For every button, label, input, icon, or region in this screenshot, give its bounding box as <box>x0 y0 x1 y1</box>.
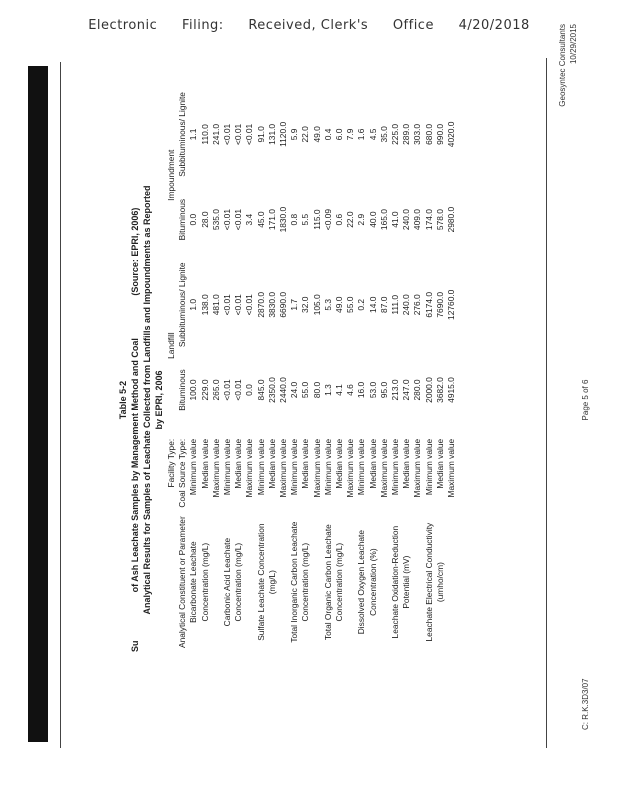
value-cell: <0.01 <box>233 379 244 401</box>
table-row <box>424 90 435 650</box>
value-cell: 7690.0 <box>434 291 445 318</box>
facility-type-label: Facility Type: <box>166 438 176 488</box>
table-body <box>188 90 457 650</box>
value-cell: 14.0 <box>367 296 378 313</box>
value-cell: 213.0 <box>390 379 401 401</box>
table-row <box>323 90 334 650</box>
value-cell: 41.0 <box>390 211 401 228</box>
table-row <box>289 90 300 650</box>
value-cell: 40.0 <box>367 211 378 228</box>
value-cell: 2.9 <box>356 213 367 226</box>
value-cell: 2350.0 <box>266 377 277 403</box>
value-cell: 0.0 <box>188 213 199 226</box>
value-cell: 22.0 <box>345 211 356 228</box>
col-header: Subbituminous/ Lignite <box>177 262 188 348</box>
value-cell: 481.0 <box>210 294 221 316</box>
value-cell: 138.0 <box>199 294 210 316</box>
value-cell: 0.8 <box>289 213 300 226</box>
table-number: Table 5-2 <box>118 380 128 420</box>
value-cell: 80.0 <box>311 381 322 399</box>
landfill-header: Landfill <box>166 332 176 359</box>
statistic-label: Minimum value <box>255 438 266 496</box>
value-cell: 1.3 <box>322 384 333 396</box>
statistic-label: Minimum value <box>322 438 333 496</box>
col-header: Bituminous <box>177 198 188 241</box>
statistic-label: Maximum value <box>210 438 221 498</box>
value-cell: 535.0 <box>210 209 221 231</box>
parameter-name: Leachate Electrical Conductivity (umho/cm) <box>423 522 445 642</box>
statistic-label: Median value <box>266 438 277 489</box>
value-cell: 409.0 <box>412 209 423 231</box>
statistic-label: Median value <box>434 438 445 489</box>
parameter-name: Dissolved Oxygen Leachate Concentration (%) <box>356 529 378 635</box>
value-cell: 6690.0 <box>278 291 289 318</box>
stamp-part: Office <box>392 18 434 33</box>
value-cell: 53.0 <box>367 381 378 399</box>
statistic-label: Median value <box>233 438 244 489</box>
title-line-3: by EPRI, 2006 <box>154 370 164 430</box>
value-cell: 0.2 <box>356 298 367 311</box>
title-line-2: Analytical Results for Samples of Leachate Collected from Landfills and Impoundments as Reported <box>142 185 152 615</box>
statistic-label: Minimum value <box>222 438 233 496</box>
value-cell: <0.01 <box>222 209 233 231</box>
leachate-results-table <box>166 90 457 650</box>
statistic-label: Median value <box>199 438 210 489</box>
value-cell: 2980.0 <box>446 206 457 233</box>
value-cell: 16.0 <box>356 381 367 399</box>
value-cell: 0.0 <box>244 384 255 396</box>
value-cell: 55.0 <box>345 296 356 313</box>
value-cell: 5.9 <box>289 128 300 141</box>
stamp-part: Received, Clerk's <box>248 18 369 33</box>
value-cell: 24.0 <box>289 381 300 399</box>
value-cell: 22.0 <box>300 126 311 143</box>
statistic-label: Maximum value <box>311 438 322 498</box>
value-cell: <0.01 <box>233 209 244 231</box>
statistic-label: Maximum value <box>345 438 356 498</box>
value-cell: 95.0 <box>378 381 389 399</box>
value-cell: <0.01 <box>244 123 255 145</box>
value-cell: 4.6 <box>345 384 356 396</box>
value-cell: 6.0 <box>334 128 345 141</box>
value-cell: 241.0 <box>210 123 221 145</box>
table-row <box>356 90 367 650</box>
value-cell: 1.0 <box>188 298 199 311</box>
company-name: Geosyntec Consultants <box>558 24 567 107</box>
value-cell: 131.0 <box>266 123 277 145</box>
value-cell: 100.0 <box>188 379 199 401</box>
value-cell: <0.01 <box>233 294 244 316</box>
parameter-name: Sulfate Leachate Concentration (mg/L) <box>255 523 277 641</box>
statistic-label: Minimum value <box>356 438 367 496</box>
value-cell: 7.9 <box>345 128 356 141</box>
value-cell: 4.1 <box>334 384 345 396</box>
value-cell: 0.4 <box>322 128 333 141</box>
col-header: Subbituminous/ Lignite <box>177 92 188 177</box>
parameter-name: Total Inorganic Carbon Leachate Concentration (mg/L) <box>289 521 311 643</box>
value-cell: 1.6 <box>356 128 367 141</box>
footer-company <box>557 24 579 107</box>
parameter-name: Leachate Oxidation-Reduction Potential (mV) <box>390 525 412 639</box>
value-cell: 276.0 <box>412 294 423 316</box>
statistic-label: Median value <box>401 438 412 489</box>
parameter-name: Carbonic Acid Leachate Concentration (mg/L) <box>222 537 244 627</box>
value-cell: 280.0 <box>412 379 423 401</box>
impoundment-header: Impoundment <box>166 149 176 201</box>
value-cell: 174.0 <box>423 209 434 231</box>
value-cell: 5.3 <box>322 298 333 311</box>
value-cell: 87.0 <box>378 296 389 313</box>
value-cell: 111.0 <box>390 294 401 315</box>
statistic-label: Maximum value <box>412 438 423 498</box>
title-prefix: Su <box>130 640 140 652</box>
statistic-label: Minimum value <box>390 438 401 496</box>
statistic-label: Median value <box>300 438 311 489</box>
statistic-label: Maximum value <box>378 438 389 498</box>
value-cell: 229.0 <box>199 379 210 401</box>
value-cell: 110.0 <box>199 124 210 145</box>
footer-code: C: R.K.3D3/07 <box>581 678 590 730</box>
value-cell: 240.0 <box>401 209 412 231</box>
statistic-label: Median value <box>367 438 378 489</box>
value-cell: 240.0 <box>401 294 412 316</box>
value-cell: <0.01 <box>222 379 233 401</box>
statistic-label: Minimum value <box>423 438 434 496</box>
value-cell: 32.0 <box>300 296 311 313</box>
value-cell: 2440.0 <box>278 377 289 403</box>
value-cell: 2000.0 <box>423 377 434 403</box>
value-cell: 115.0 <box>311 209 322 230</box>
param-header: Analytical Constituent or Parameter <box>177 516 188 648</box>
value-cell: <0.09 <box>322 209 333 231</box>
stamp-part: 4/20/2018 <box>458 18 530 33</box>
coal-source-label: Coal Source Type: <box>177 438 188 508</box>
stamp-part: Electronic <box>88 18 158 33</box>
page-number: Page 5 of 6 <box>581 379 590 421</box>
value-cell: <0.01 <box>233 123 244 145</box>
value-cell: <0.01 <box>244 294 255 316</box>
table-row <box>222 90 233 650</box>
value-cell: 165.0 <box>378 209 389 231</box>
statistic-label: Maximum value <box>446 438 457 498</box>
value-cell: 55.0 <box>300 381 311 399</box>
statistic-label: Median value <box>334 438 345 489</box>
stamp-part: Filing: <box>181 18 224 33</box>
statistic-label: Minimum value <box>289 438 300 496</box>
value-cell: 247.0 <box>401 379 412 401</box>
value-cell: 5.5 <box>300 213 311 226</box>
value-cell: <0.01 <box>222 294 233 316</box>
value-cell: 225.0 <box>390 123 401 145</box>
value-cell: 1120.0 <box>278 121 289 147</box>
value-cell: 35.0 <box>378 126 389 143</box>
table-title-block <box>118 0 164 800</box>
value-cell: 265.0 <box>210 379 221 401</box>
value-cell: 2870.0 <box>255 291 266 318</box>
value-cell: 3830.0 <box>266 291 277 318</box>
footer-date: 10/29/2015 <box>569 24 578 65</box>
title-source: (Source: EPRI, 2006) <box>130 207 140 296</box>
value-cell: 3682.0 <box>434 377 445 403</box>
title-main: of Ash Leachate Samples by Management Method and Coal <box>130 338 140 593</box>
col-header: Bituminous <box>177 369 188 411</box>
value-cell: 1.7 <box>289 298 300 311</box>
value-cell: 0.6 <box>334 213 345 226</box>
parameter-name: Bicarbonate Leachate Concentration (mg/L) <box>188 541 210 623</box>
value-cell: 91.0 <box>255 126 266 143</box>
value-cell: 289.0 <box>401 123 412 145</box>
value-cell: 49.0 <box>311 126 322 143</box>
statistic-label: Maximum value <box>278 438 289 498</box>
value-cell: 49.0 <box>334 296 345 313</box>
value-cell: 6174.0 <box>423 291 434 318</box>
footer-rule <box>546 58 547 748</box>
value-cell: 4915.0 <box>446 377 457 403</box>
value-cell: 845.0 <box>255 379 266 401</box>
statistic-label: Minimum value <box>188 438 199 496</box>
value-cell: 578.0 <box>434 209 445 231</box>
value-cell: 303.0 <box>412 123 423 145</box>
table-row <box>390 90 401 650</box>
value-cell: 4020.0 <box>446 121 457 148</box>
statistic-label: Maximum value <box>244 438 255 498</box>
parameter-name: Total Organic Carbon Leachate Concentration (mg/L) <box>322 524 345 641</box>
value-cell: 3.4 <box>244 213 255 226</box>
value-cell: 45.0 <box>255 211 266 228</box>
value-cell: 1830.0 <box>278 206 289 233</box>
value-cell: <0.01 <box>222 123 233 145</box>
value-cell: 171.0 <box>266 209 277 231</box>
title-line-1 <box>130 0 140 800</box>
value-cell: 4.5 <box>367 128 378 141</box>
value-cell: 105.0 <box>311 294 322 316</box>
value-cell: 680.0 <box>423 123 434 145</box>
table-row <box>256 90 267 650</box>
value-cell: 28.0 <box>199 211 210 228</box>
table-row <box>188 90 199 650</box>
value-cell: 990.0 <box>434 123 445 145</box>
value-cell: 12760.0 <box>446 289 457 320</box>
value-cell: 1.1 <box>188 128 199 141</box>
